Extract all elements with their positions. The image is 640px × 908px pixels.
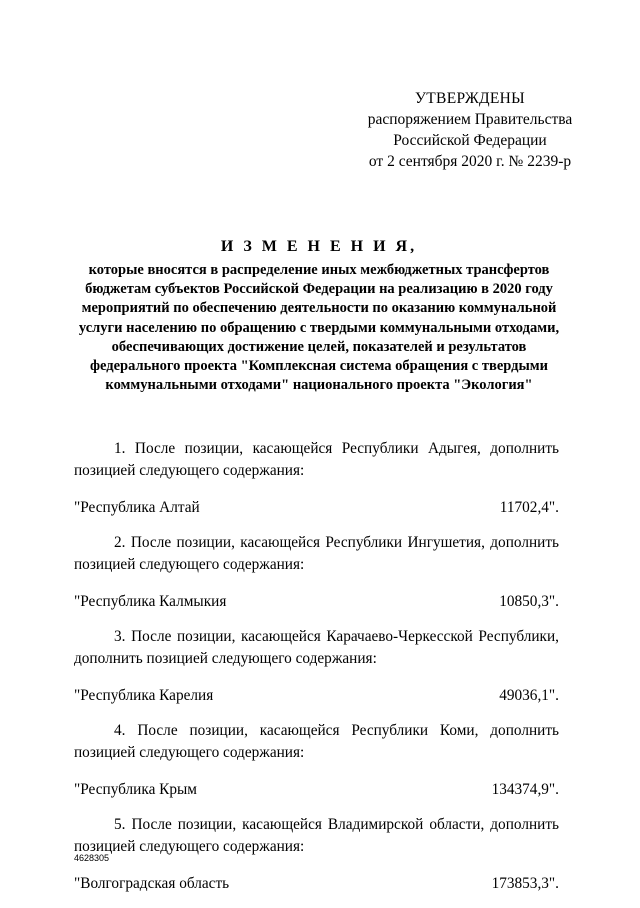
document-title: И З М Е Н Е Н И Я, xyxy=(220,238,418,255)
amendment-list xyxy=(74,438,559,908)
region-name: "Волгоградская область xyxy=(74,875,230,892)
amount-value: 10850,3". xyxy=(499,593,559,610)
amendment-item xyxy=(74,814,559,895)
amendment-text: 5. После позиции, касающейся Владимирской области, дополнить позицией следующего содержания: xyxy=(74,816,559,855)
amendment-text: 3. После позиции, касающейся Карачаево-Черкесской Республики, дополнить позицией следующего содержания: xyxy=(74,628,559,667)
amount-value: 173853,3". xyxy=(491,875,559,892)
amount-value: 134374,9". xyxy=(491,781,559,798)
approval-heading: УТВЕРЖДЕНЫ xyxy=(415,90,525,107)
footer-document-code: 4628305 xyxy=(74,853,110,863)
amount-value: 11702,4". xyxy=(499,499,559,516)
amendment-text: 4. После позиции, касающейся Республики Коми, дополнить позицией следующего содержания: xyxy=(74,722,559,761)
approval-line-1: распоряжением Правительства xyxy=(367,111,573,128)
approval-stamp xyxy=(320,88,620,172)
amendment-entry xyxy=(74,591,559,613)
amendment-item xyxy=(74,626,559,707)
amendment-entry xyxy=(74,779,559,801)
amendment-item xyxy=(74,720,559,801)
amendment-entry xyxy=(74,497,559,519)
region-name: "Республика Калмыкия xyxy=(74,593,227,610)
approval-line-3: от 2 сентября 2020 г. № 2239-р xyxy=(368,153,572,170)
approval-line-2: Российской Федерации xyxy=(393,132,547,149)
amendment-text: 2. После позиции, касающейся Республики Ингушетия, дополнить позицией следующего содержания: xyxy=(74,534,559,573)
amount-value: 49036,1". xyxy=(499,687,559,704)
amendment-item xyxy=(74,438,559,519)
region-name: "Республика Крым xyxy=(74,781,197,798)
amendment-entry xyxy=(74,873,559,895)
region-name: "Республика Карелия xyxy=(74,687,214,704)
region-name: "Республика Алтай xyxy=(74,499,200,516)
amendment-item xyxy=(74,532,559,613)
amendment-text: 1. После позиции, касающейся Республики Адыгея, дополнить позицией следующего содержания: xyxy=(74,440,559,479)
amendment-entry xyxy=(74,685,559,707)
document-subtitle: которые вносятся в распределение иных межбюджетных трансфертов бюджетам субъектов Российской Федерации на реализацию в 2020 году мероприятий по обеспечению деятельности по оказанию коммунальной услуги населению по обращению с твердыми коммунальными отходами, обеспечивающих достижение целей, показателей и результатов федерального проекта "Комплексная система обращения с твердыми коммунальными отходами" национального проекта "Экология" xyxy=(78,262,560,394)
